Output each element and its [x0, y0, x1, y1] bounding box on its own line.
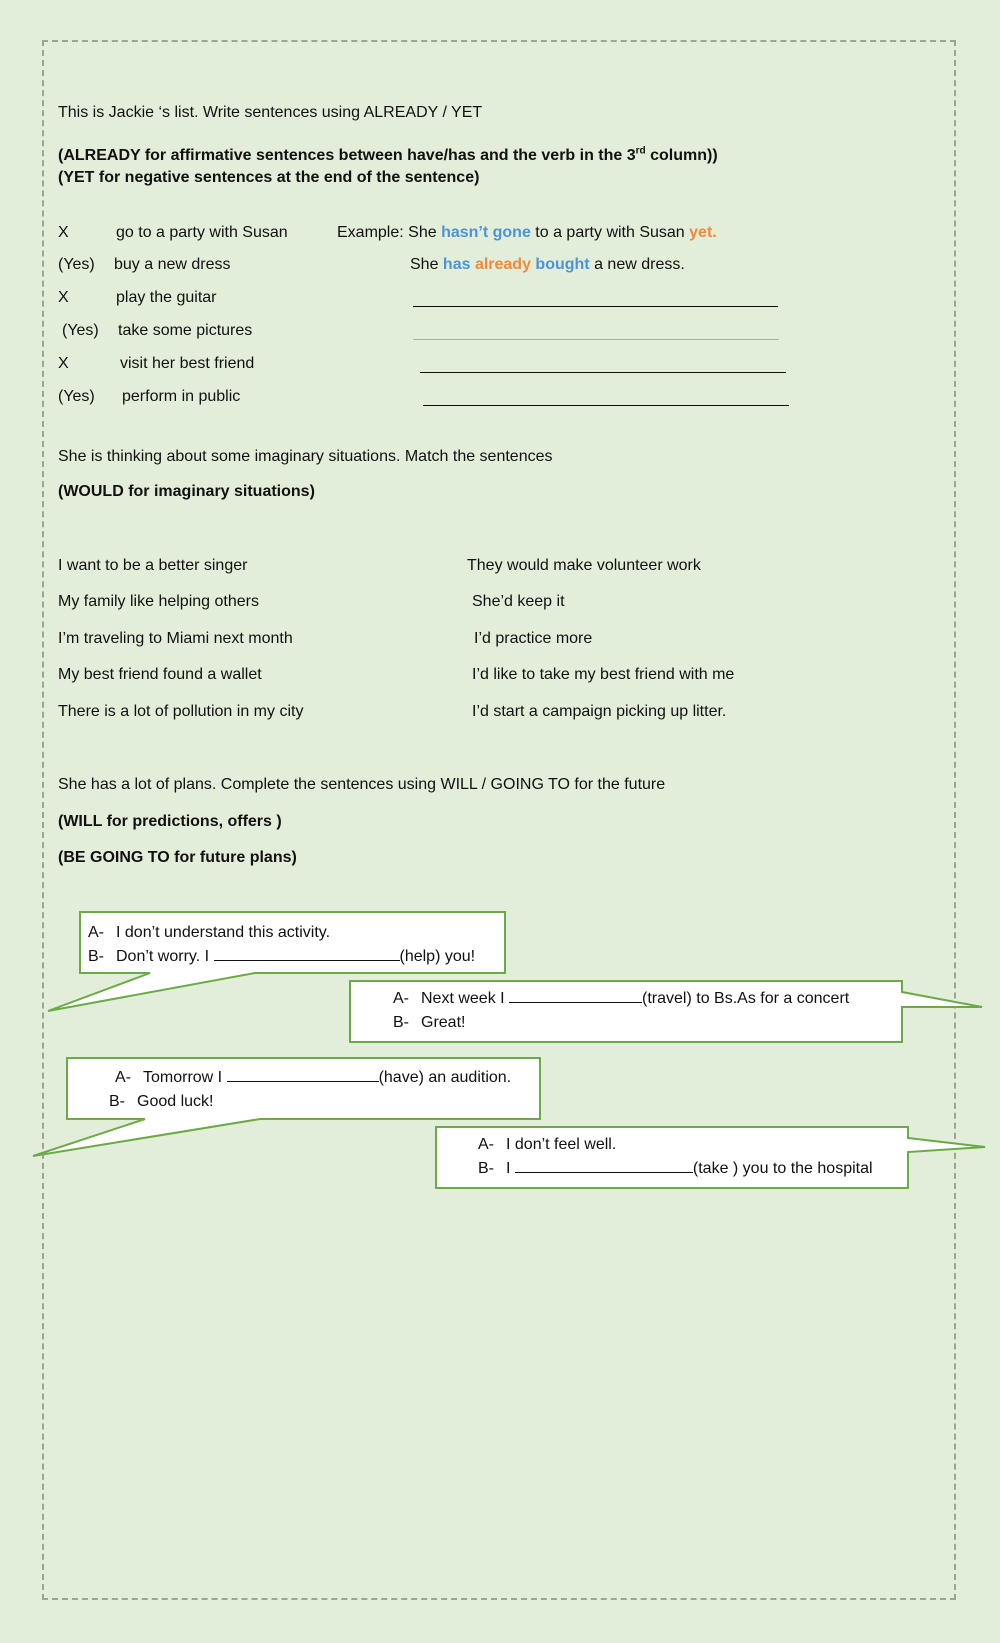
list-mark: (Yes): [62, 322, 99, 339]
match-right-item: I’d start a campaign picking up litter.: [472, 703, 727, 720]
list-activity: play the guitar: [116, 289, 217, 306]
dialog-4-line-a: A- I don’t feel well.: [478, 1136, 617, 1153]
rule-yet: (YET for negative sentences at the end of the sentence): [58, 169, 480, 186]
match-right-item: They would make volunteer work: [467, 557, 701, 574]
match-left-item: There is a lot of pollution in my city: [58, 703, 304, 720]
match-left-item: My family like helping others: [58, 593, 259, 610]
rule-will: (WILL for predictions, offers ): [58, 813, 282, 830]
match-left-item: I want to be a better singer: [58, 557, 248, 574]
rule-would: (WOULD for imaginary situations): [58, 483, 315, 500]
rule-going-to: (BE GOING TO for future plans): [58, 849, 297, 866]
list-mark: X: [58, 355, 69, 372]
section2-instruction: She is thinking about some imaginary situations. Match the sentences: [58, 448, 553, 465]
match-right-item: I’d like to take my best friend with me: [472, 666, 735, 683]
answer-blank[interactable]: [227, 1067, 379, 1082]
example-sentence: Example: She hasn’t gone to a party with Susan yet.: [337, 224, 717, 241]
list-activity: buy a new dress: [114, 256, 231, 273]
match-right-item: I’d practice more: [474, 630, 593, 647]
match-right-item: She’d keep it: [472, 593, 565, 610]
answer-blank[interactable]: [515, 1158, 693, 1173]
dialog-3-line-a: A- Tomorrow I (have) an audition.: [115, 1069, 512, 1086]
dialog-1-line-b: B- Don’t worry. I (help) you!: [88, 948, 476, 965]
dialog-3-line-b: B- Good luck!: [109, 1093, 214, 1110]
list-activity: perform in public: [122, 388, 241, 405]
list-mark: X: [58, 224, 69, 241]
answer-blank[interactable]: [214, 946, 400, 961]
match-left-item: My best friend found a wallet: [58, 666, 262, 683]
answer-blank[interactable]: [509, 988, 642, 1003]
example-sentence-2: She has already bought a new dress.: [410, 256, 685, 273]
dialog-2-line-a: A- Next week I (travel) to Bs.As for a concert: [393, 990, 850, 1007]
dialog-4-line-b: B- I (take ) you to the hospital: [478, 1160, 873, 1177]
list-mark: X: [58, 289, 69, 306]
list-mark: (Yes): [58, 256, 95, 273]
match-left-item: I’m traveling to Miami next month: [58, 630, 293, 647]
list-activity: take some pictures: [118, 322, 253, 339]
dialog-2-line-b: B- Great!: [393, 1014, 466, 1031]
list-activity: go to a party with Susan: [116, 224, 288, 241]
dialog-1-line-a: A- I don’t understand this activity.: [88, 924, 331, 941]
section3-instruction: She has a lot of plans. Complete the sentences using WILL / GOING TO for the future: [58, 776, 666, 793]
rule-already: (ALREADY for affirmative sentences between have/has and the verb in the 3rd column)): [58, 145, 718, 164]
section1-instruction: This is Jackie ‘s list. Write sentences using ALREADY / YET: [58, 104, 483, 121]
list-mark: (Yes): [58, 388, 95, 405]
list-activity: visit her best friend: [120, 355, 255, 372]
